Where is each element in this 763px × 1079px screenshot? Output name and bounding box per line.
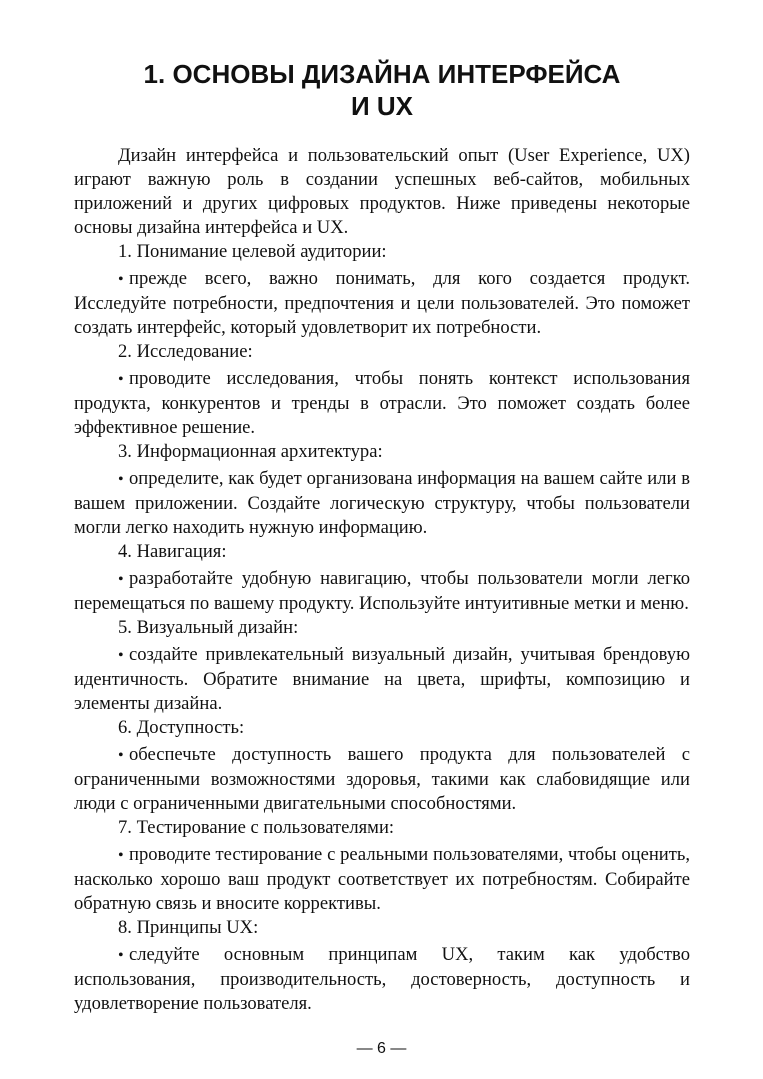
bullet-paragraph: [74, 943, 690, 1016]
document-page: [74, 0, 690, 1016]
bullet-icon: •: [118, 947, 124, 964]
intro-paragraph: Дизайн интерфейса и пользовательский опыт (User Experience, UX) играют важную роль в создании успешных веб-сайтов, мобильных приложений и других цифровых продуктов. Ниже приведены некоторые основы дизайна интерфейса и UX.: [74, 145, 690, 238]
bullet-icon: •: [118, 471, 124, 488]
bullet-paragraph: [74, 567, 690, 616]
section-heading: 7. Тестирование с пользователями:: [118, 817, 395, 838]
bullet-text: создайте привлекательный визуальный дизайн, учитывая брендовую идентичность. Обратите внимание на цвета, шрифты, композицию и элементы дизайна.: [74, 644, 690, 714]
bullet-text: прежде всего, важно понимать, для кого создается продукт. Исследуйте потребности, предпочтения и цели пользователей. Это поможет создать интерфейс, который удовлетворит их потребности.: [74, 268, 690, 338]
page-number: — 6 —: [356, 1040, 407, 1057]
title-line-2: И UX: [350, 91, 414, 121]
bullet-icon: •: [118, 371, 124, 388]
section-heading: 3. Информационная архитектура:: [118, 441, 383, 462]
section-heading: 6. Доступность:: [118, 717, 245, 738]
bullet-text: проводите исследования, чтобы понять контекст использования продукта, конкурентов и тренды в отрасли. Это поможет создать более эффективное решение.: [74, 368, 690, 438]
document-body: [74, 144, 690, 1016]
bullet-icon: •: [118, 747, 124, 764]
section-heading: 8. Принципы UX:: [118, 917, 259, 938]
section-heading: 1. Понимание целевой аудитории:: [118, 241, 387, 262]
bullet-icon: •: [118, 271, 124, 288]
bullet-icon: •: [118, 647, 124, 664]
bullet-text: проводите тестирование с реальными пользователями, чтобы оценить, насколько хорошо ваш продукт соответствует их потребностям. Собирайте обратную связь и вносите коррективы.: [74, 844, 690, 914]
section-heading: 2. Исследование:: [118, 341, 253, 362]
section-heading: 4. Навигация:: [118, 541, 227, 562]
bullet-icon: •: [118, 571, 124, 588]
bullet-text: определите, как будет организована информация на вашем сайте или в вашем приложении. Создайте логическую структуру, чтобы пользователи могли легко находить нужную информацию.: [74, 468, 690, 538]
bullet-paragraph: [74, 367, 690, 440]
bullet-paragraph: [74, 843, 690, 916]
bullet-paragraph: [74, 267, 690, 340]
section-heading: 5. Визуальный дизайн:: [118, 617, 299, 638]
bullet-icon: •: [118, 847, 124, 864]
title-line-1: 1. ОСНОВЫ ДИЗАЙНА ИНТЕРФЕЙСА: [143, 59, 621, 89]
bullet-paragraph: [74, 467, 690, 540]
page-title: [74, 58, 690, 122]
bullet-text: обеспечьте доступность вашего продукта для пользователей с ограниченными возможностями здоровья, такими как слабовидящие или люди с ограниченными двигательными способностями.: [74, 744, 690, 814]
bullet-text: следуйте основным принципам UX, таким как удобство использования, производительность, достоверность, доступность и удовлетворение пользователя.: [74, 944, 690, 1014]
bullet-text: разработайте удобную навигацию, чтобы пользователи могли легко перемещаться по вашему продукту. Используйте интуитивные метки и меню.: [74, 568, 690, 614]
bullet-paragraph: [74, 643, 690, 716]
bullet-paragraph: [74, 743, 690, 816]
